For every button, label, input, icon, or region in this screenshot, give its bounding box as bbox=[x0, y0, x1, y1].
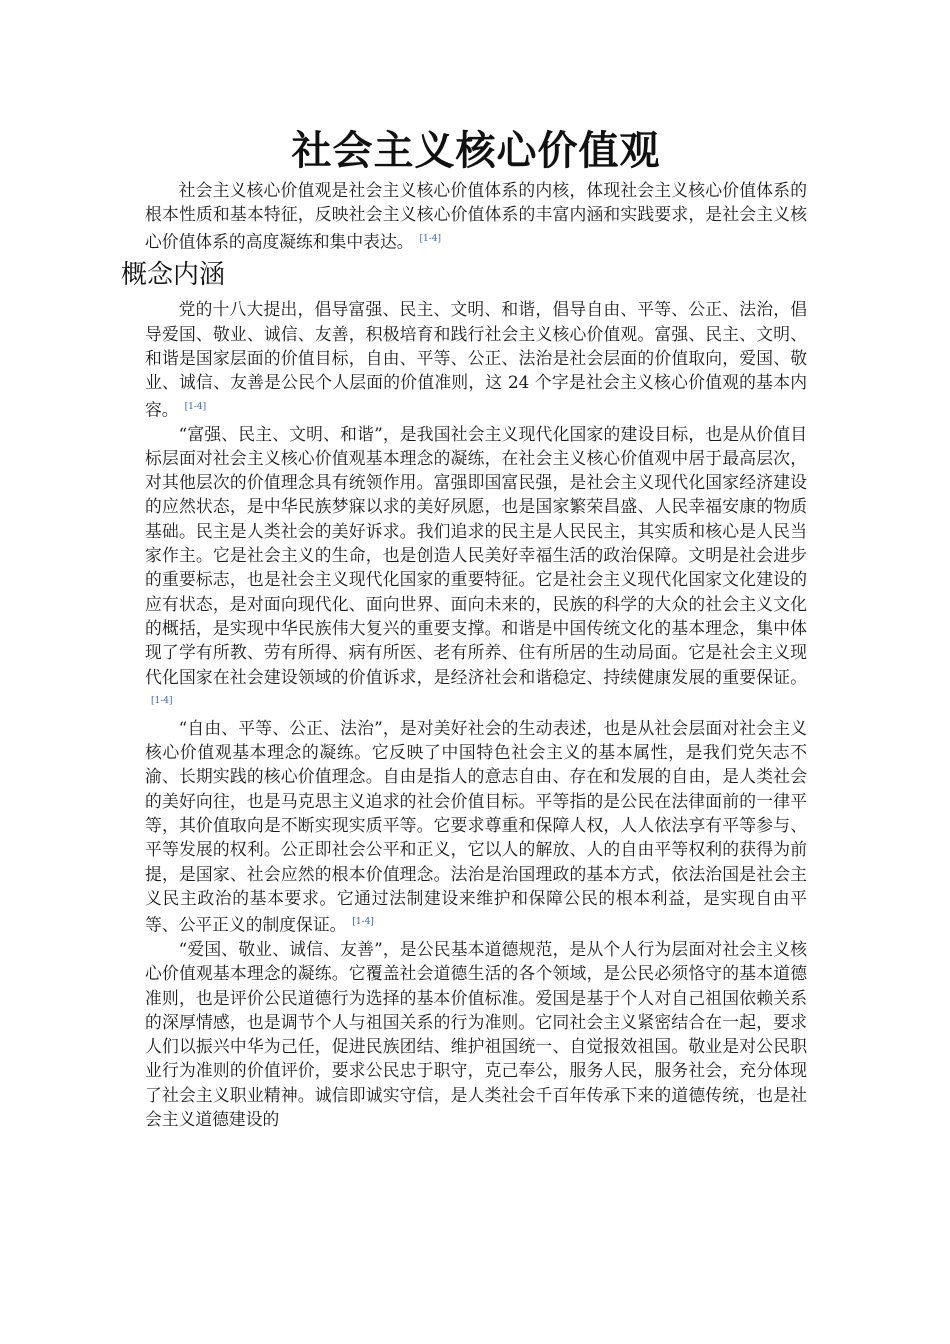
paragraph-text: 党的十八大提出，倡导富强、民主、文明、和谐，倡导自由、平等、公正、法治，倡导爱国、敬业、诚信、友善，积极培育和践行社会主义核心价值观。富强、民主、文明、和谐是国家层面的价值目标，自由、平等、公正、法治是社会层面的价值取向，爱国、敬业、诚信、友善是公民个人层面的价值准则，这 24 个字是社会主义核心价值观的基本内容。 bbox=[145, 299, 807, 420]
paragraph-text: “自由、平等、公正、法治”，是对美好社会的生动表述，也是从社会层面对社会主义核心价值观基本理念的凝练。它反映了中国特色社会主义的基本属性，是我们党矢志不渝、长期实践的核心价值理念。自由是指人的意志自由、存在和发展的自由，是人类社会的美好向往，也是马克思主义追求的社会价值目标。平等指的是公民在法律面前的一律平等，其价值取向是不断实现实质平等。它要求尊重和保障人权，人人依法享有平等参与、平等发展的权利。公正即社会公平和正义，它以人的解放、人的自由平等权利的获得为前提，是国家、社会应然的根本价值理念。法治是治国理政的基本方式，依法治国是社会主义民主政治的基本要求。它通过法制建设来维护和保障公民的根本利益，是实现自由平等、公平正义的制度保证。 bbox=[145, 717, 807, 935]
body-paragraph-2 bbox=[145, 422, 807, 716]
citation-link[interactable]: [1-4] bbox=[151, 695, 173, 706]
document-page bbox=[121, 0, 807, 1131]
intro-text: 社会主义核心价值观是社会主义核心价值体系的内核，体现社会主义核心价值体系的根本性质和基本特征，反映社会主义核心价值体系的丰富内涵和实践要求，是社会主义核心价值体系的高度凝练和集中表达。 bbox=[145, 180, 807, 252]
citation-link[interactable]: [1-4] bbox=[419, 233, 442, 244]
body-paragraph-3 bbox=[145, 716, 807, 937]
paragraph-text: “富强、民主、文明、和谐”，是我国社会主义现代化国家的建设目标，也是从价值目标层面对社会主义核心价值观基本理念的凝练，在社会主义核心价值观中居于最高层次，对其他层次的价值理念具有统领作用。富强即国富民强，是社会主义现代化国家经济建设的应然状态，是中华民族梦寐以求的美好夙愿，也是国家繁荣昌盛、人民幸福安康的物质基础。民主是人类社会的美好诉求。我们追求的民主是人民民主，其实质和核心是人民当家作主。它是社会主义的生命，也是创造人民美好幸福生活的政治保障。文明是社会进步的重要标志，也是社会主义现代化国家的重要特征。它是社会主义现代化国家文化建设的应有状态，是对面向现代化、面向世界、面向未来的，民族的科学的大众的社会主义文化的概括，是实现中华民族伟大复兴的重要支撑。和谐是中国传统文化的基本理念，集中体现了学有所教、劳有所得、病有所医、老有所养、住有所居的生动局面。它是社会主义现代化国家在社会建设领域的价值诉求，是经济社会和谐稳定、持续健康发展的重要保证。 bbox=[145, 423, 807, 687]
intro-paragraph bbox=[145, 178, 807, 253]
citation-link[interactable]: [1-4] bbox=[184, 401, 207, 412]
citation-link[interactable]: [1-4] bbox=[352, 917, 374, 928]
body-paragraph-4 bbox=[145, 937, 807, 1131]
document-title: 社会主义核心价值观 bbox=[291, 128, 661, 174]
paragraph-text: “爱国、敬业、诚信、友善”，是公民基本道德规范，是从个人行为层面对社会主义核心价值观基本理念的凝练。它覆盖社会道德生活的各个领域，是公民必须恪守的基本道德准则，也是评价公民道德行为选择的基本价值标准。爱国是基于个人对自己祖国依赖关系的深厚情感，也是调节个人与祖国关系的行为准则。它同社会主义紧密结合在一起，要求人们以振兴中华为己任，促进民族团结、维护祖国统一、自觉报效祖国。敬业是对公民职业行为准则的价值评价，要求公民忠于职守，克己奉公，服务人民，服务社会，充分体现了社会主义职业精神。诚信即诚实守信，是人类社会千百年传承下来的道德传统，也是社会主义道德建设的 bbox=[145, 938, 807, 1130]
body-paragraph-1 bbox=[145, 297, 807, 421]
section-heading: 概念内涵 bbox=[121, 260, 226, 291]
